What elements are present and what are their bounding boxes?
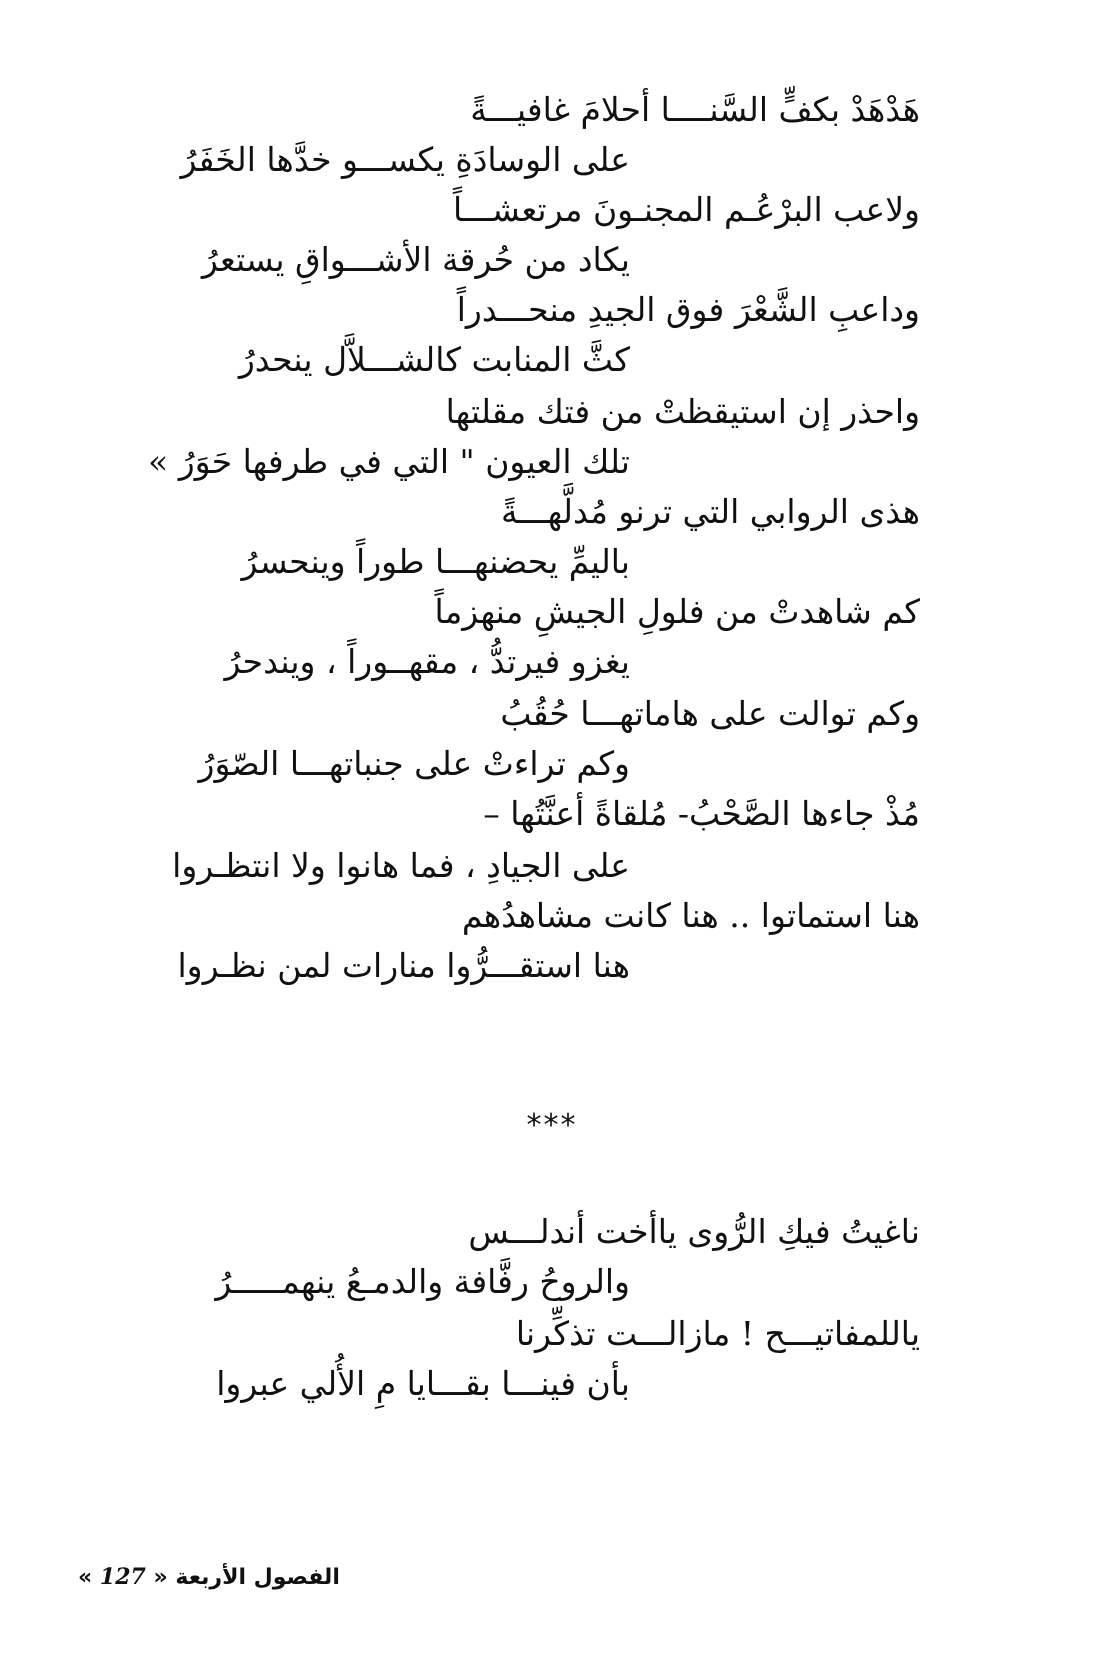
footer-quote-open: « <box>153 1565 168 1590</box>
poem-line: يكاد من حُرقة الأشـــواقِ يستعرُ <box>201 240 630 279</box>
section-divider: *** <box>526 1108 578 1143</box>
poem-line: وداعبِ الشَّعْرَ فوق الجيدِ منحـــدراً <box>456 290 920 329</box>
page-footer <box>78 1564 340 1590</box>
poem-line: والروحُ رفَّافة والدمـعُ ينهمـــــرُ <box>215 1262 630 1301</box>
poem-line: واحذر إن استيقظتْ من فتك مقلتها <box>445 392 920 431</box>
poem-line: كم شاهدتْ من فلولِ الجيشِ منهزماً <box>434 592 920 631</box>
poem-line: وكم توالت على هاماتهـــا حُقُبُ <box>500 694 920 733</box>
poem-line: على الجيادِ ، فما هانوا ولا انتظـروا <box>172 846 630 885</box>
poem-line: بأن فينـــا بقـــايا مِ الأُلي عبروا <box>216 1364 630 1403</box>
poem-line: ولاعب البرْعُـم المجنـونَ مرتعشـــاً <box>452 190 920 229</box>
poem-line: هنا استقـــرُّوا منارات لمن نظـروا <box>177 946 630 985</box>
footer-book-title: الفصول الأربعة <box>175 1565 340 1590</box>
poem-line: هنا استماتوا .. هنا كانت مشاهدُهم <box>461 896 920 935</box>
footer-quote-close: » <box>78 1565 93 1590</box>
poem-line: ناغيتُ فيكِ الرُّوى ياأخت أندلـــس <box>468 1212 920 1251</box>
poem-line: يغزو فيرتدُّ ، مقهــوراً ، ويندحرُ <box>224 642 630 681</box>
poem-line: مُذْ جاءها الصَّحْبُ- مُلقاةً أعنَّتُها – <box>483 794 920 833</box>
poem-line: وكم تراءتْ على جنباتهـــا الصّوَرُ <box>198 744 630 783</box>
poem-line: تلك العيون " التي في طرفها حَوَرُ » <box>148 442 630 481</box>
poem-line: هَدْهَدْ بكفٍّ السَّنــــا أحلامَ غافيـــةً <box>470 90 920 129</box>
poem-line: هذى الروابي التي ترنو مُدلَّهـــةً <box>500 492 920 531</box>
poem-line: باليمِّ يحضنهـــا طوراً وينحسرُ <box>241 542 630 581</box>
page-number: 127 <box>99 1564 146 1590</box>
poem-line: ياللمفاتيـــح ! مازالـــت تذكِّرنا <box>515 1314 920 1353</box>
poem-line: على الوسادَةِ يكســـو خدَّها الخَفَرُ <box>180 140 630 179</box>
poem-line: كثَّ المنابت كالشـــلاَّل ينحدرُ <box>238 340 630 379</box>
